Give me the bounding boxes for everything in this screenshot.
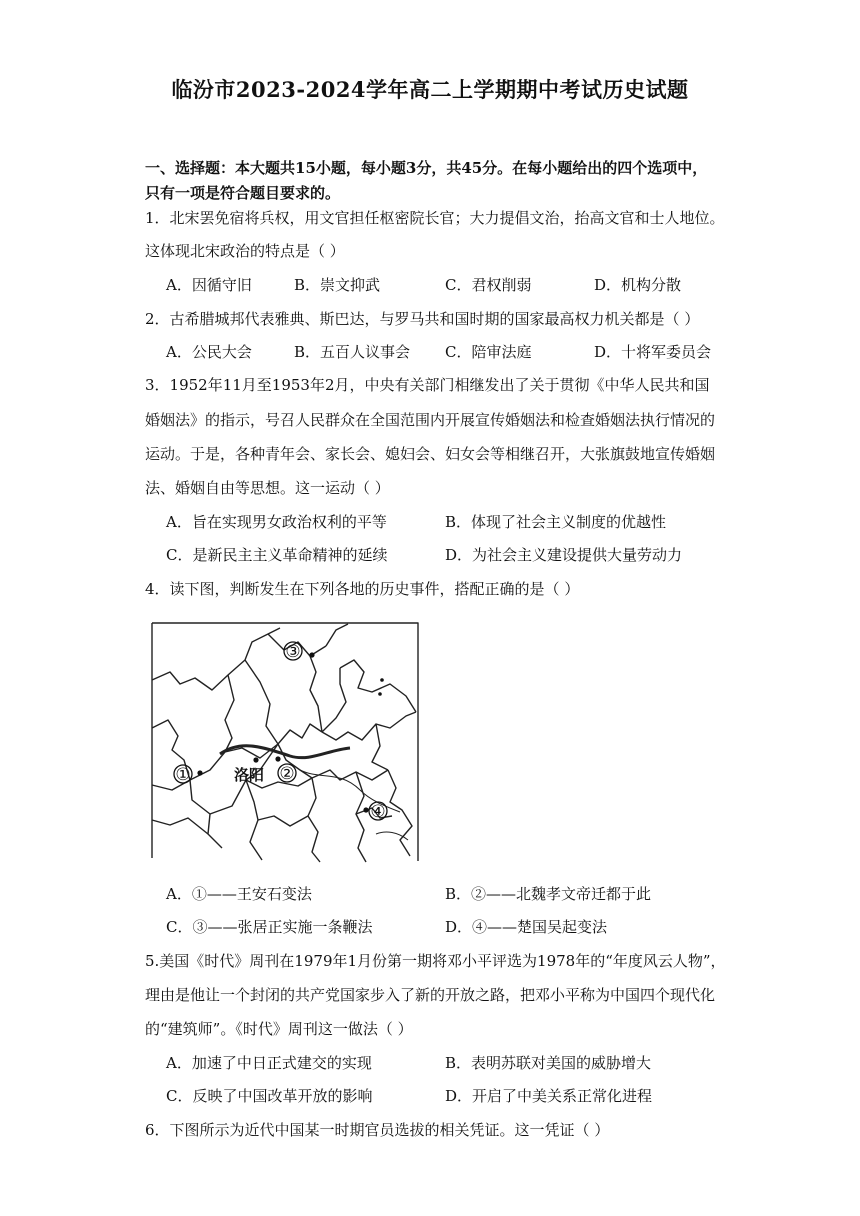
- page-title: 临汾市2023-2024学年高二上学期期中考试历史试题: [171, 77, 689, 102]
- q1-stem-line: 1．北宋罢免宿将兵权，用文官担任枢密院长官；大力提倡文治，抬高文官和士人地位。: [145, 209, 725, 227]
- q3-stem-line: 运动。于是，各种青年会、家长会、媳妇会、妇女会等相继召开，大张旗鼓地宣传婚姻: [145, 445, 716, 463]
- map-label-4: ④: [370, 802, 386, 822]
- map-label-2: ②: [279, 764, 295, 784]
- historical-map: [150, 620, 422, 863]
- map-label-1: ①: [175, 765, 191, 785]
- q1-option-d[interactable]: D．机构分散: [594, 276, 682, 294]
- q5-option-c[interactable]: C．反映了中国改革开放的影响: [166, 1087, 373, 1105]
- q2-option-d[interactable]: D．十将军委员会: [594, 343, 712, 361]
- q5-stem-line: 的“建筑师”。《时代》周刊这一做法（ ）: [145, 1020, 413, 1038]
- map-label-3: ③: [285, 642, 301, 662]
- q5-stem-line: 理由是他让一个封闭的共产党国家步入了新的开放之路，把邓小平称为中国四个现代化: [145, 986, 716, 1004]
- q3-option-c[interactable]: C．是新民主主义革命精神的延续: [166, 546, 388, 564]
- q1-option-b[interactable]: B．崇文抑武: [294, 276, 381, 294]
- q4-option-c[interactable]: C．③——张居正实施一条鞭法: [166, 918, 373, 936]
- q4-option-b[interactable]: B．②——北魏孝文帝迁都于此: [445, 885, 652, 903]
- section-line: 只有一项是符合题目要求的。: [145, 184, 341, 202]
- section-instructions: [145, 156, 725, 206]
- q3-option-b[interactable]: B．体现了社会主义制度的优越性: [445, 513, 667, 531]
- q3-stem-line: 婚姻法》的指示，号召人民群众在全国范围内开展宣传婚姻法和检查婚姻法执行情况的: [145, 411, 716, 429]
- q6-stem-line: 6．下图所示为近代中国某一时期官员选拔的相关凭证。这一凭证（ ）: [145, 1121, 610, 1139]
- q2-stem-line: 2．古希腊城邦代表雅典、斯巴达，与罗马共和国时期的国家最高权力机关都是（ ）: [145, 310, 700, 328]
- q2-option-c[interactable]: C．陪审法庭: [445, 343, 532, 361]
- q5-option-b[interactable]: B．表明苏联对美国的威胁增大: [445, 1054, 652, 1072]
- q1-stem-line: 这体现北宋政治的特点是（ ）: [145, 242, 345, 260]
- q2-option-b[interactable]: B．五百人议事会: [294, 343, 411, 361]
- q3-option-a[interactable]: A．旨在实现男女政治权利的平等: [166, 513, 387, 531]
- q5-option-a[interactable]: A．加速了中日正式建交的实现: [166, 1054, 372, 1072]
- map-label-luoyang: 洛阳: [234, 766, 265, 784]
- q3-stem-line: 3．1952年11月至1953年2月，中央有关部门相继发出了关于贯彻《中华人民共和国: [145, 376, 710, 394]
- q4-stem-line: 4．读下图，判断发生在下列各地的历史事件，搭配正确的是（ ）: [145, 580, 580, 598]
- q3-stem-line: 法、婚姻自由等思想。这一运动（ ）: [145, 479, 390, 497]
- q5-stem-line: 5.美国《时代》周刊在1979年1月份第一期将邓小平评选为1978年的“年度风云人物”，: [145, 952, 726, 970]
- q4-option-d[interactable]: D．④——楚国吴起变法: [445, 918, 608, 936]
- section-line: 一、选择题：本大题共15小题，每小题3分，共45分。在每小题给出的四个选项中，: [145, 159, 708, 177]
- q1-option-c[interactable]: C．君权削弱: [445, 276, 532, 294]
- q5-option-d[interactable]: D．开启了中美关系正常化进程: [445, 1087, 653, 1105]
- q2-option-a[interactable]: A．公民大会: [166, 343, 252, 361]
- q4-option-a[interactable]: A．①——王安石变法: [166, 885, 312, 903]
- q1-option-a[interactable]: A．因循守旧: [166, 276, 252, 294]
- q3-option-d[interactable]: D．为社会主义建设提供大量劳动力: [445, 546, 683, 564]
